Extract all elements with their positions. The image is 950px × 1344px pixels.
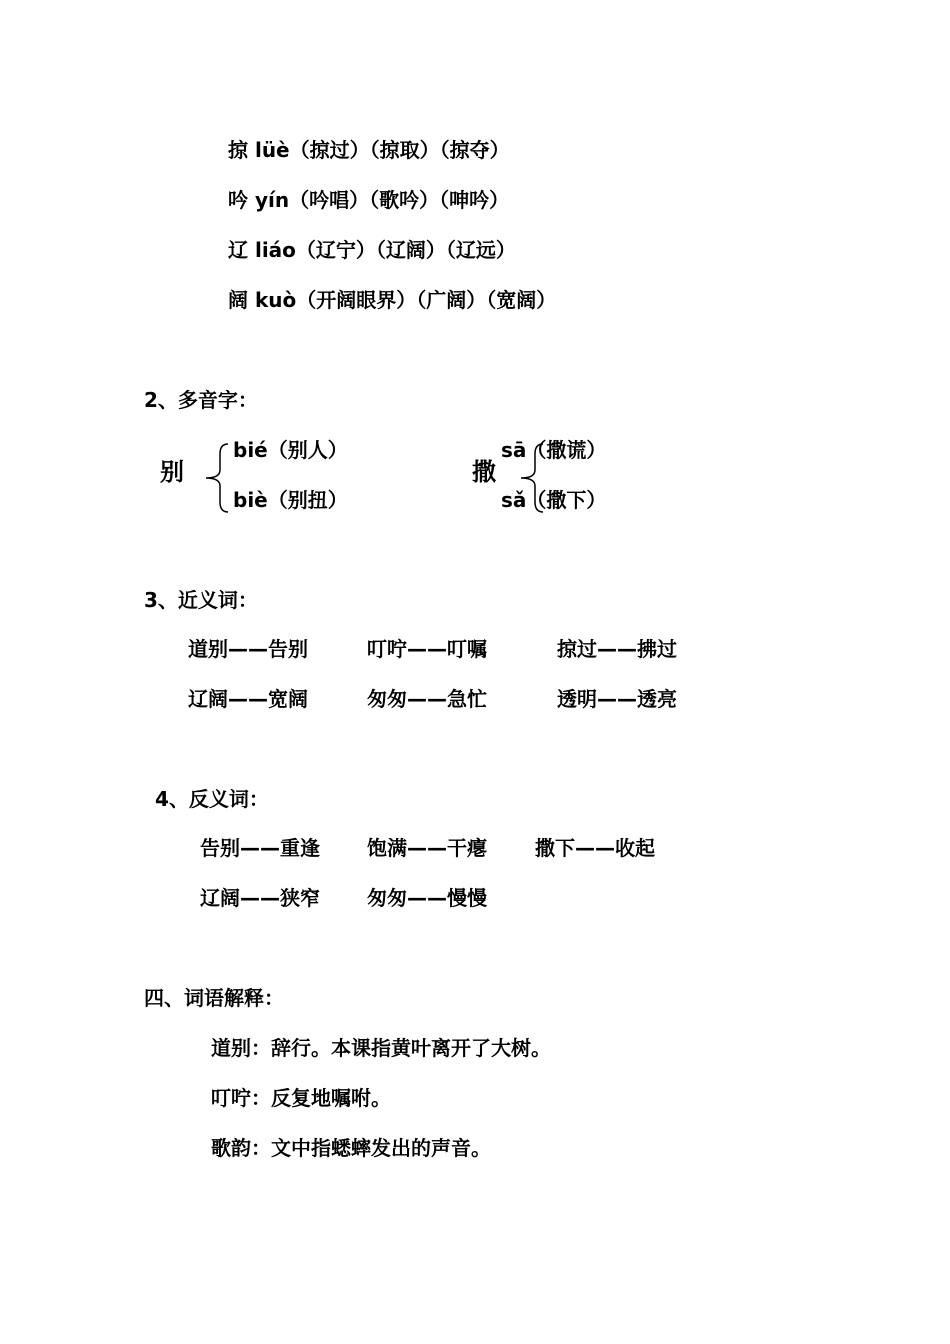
antonym-pair: 告别——重逢	[200, 836, 320, 860]
synonym-pair: 匆匆——急忙	[367, 687, 487, 711]
explanation-item: 歌韵：文中指蟋蟀发出的声音。	[211, 1136, 491, 1160]
section-heading-antonyms: 4、反义词：	[155, 787, 269, 811]
reading-line: 掠 lüè（掠过）（掠取）（掠夺）	[228, 138, 510, 162]
polyphonic-char: 别	[160, 458, 184, 486]
polyphonic-char: 撒	[472, 458, 496, 486]
synonym-pair: 辽阔——宽阔	[188, 687, 308, 711]
antonym-pair: 匆匆——慢慢	[367, 886, 487, 910]
polyphonic-reading: bié（别人）	[233, 438, 348, 462]
brace-icon	[200, 440, 232, 516]
synonym-pair: 叮咛——叮嘱	[367, 637, 487, 661]
reading-line: 辽 liáo（辽宁）（辽阔）（辽远）	[228, 238, 516, 262]
polyphonic-reading: sǎ（撒下）	[501, 488, 607, 512]
polyphonic-reading: biè（别扭）	[233, 488, 348, 512]
section-heading-explanations: 四、词语解释：	[144, 986, 284, 1010]
synonym-pair: 掠过——拂过	[557, 637, 677, 661]
synonym-pair: 透明——透亮	[557, 687, 677, 711]
section-heading-polyphonic: 2、多音字：	[144, 388, 258, 412]
reading-line: 吟 yín（吟唱）（歌吟）（呻吟）	[228, 188, 510, 212]
section-heading-synonyms: 3、近义词：	[144, 588, 258, 612]
explanation-item: 道别：辞行。本课指黄叶离开了大树。	[211, 1036, 551, 1060]
antonym-pair: 辽阔——狭窄	[200, 886, 320, 910]
antonym-pair: 撒下——收起	[535, 836, 655, 860]
antonym-pair: 饱满——干瘪	[367, 836, 487, 860]
explanation-item: 叮咛：反复地嘱咐。	[211, 1086, 391, 1110]
polyphonic-reading: sā（撒谎）	[501, 438, 607, 462]
synonym-pair: 道别——告别	[188, 637, 308, 661]
reading-line: 阔 kuò（开阔眼界）（广阔）（宽阔）	[228, 288, 557, 312]
